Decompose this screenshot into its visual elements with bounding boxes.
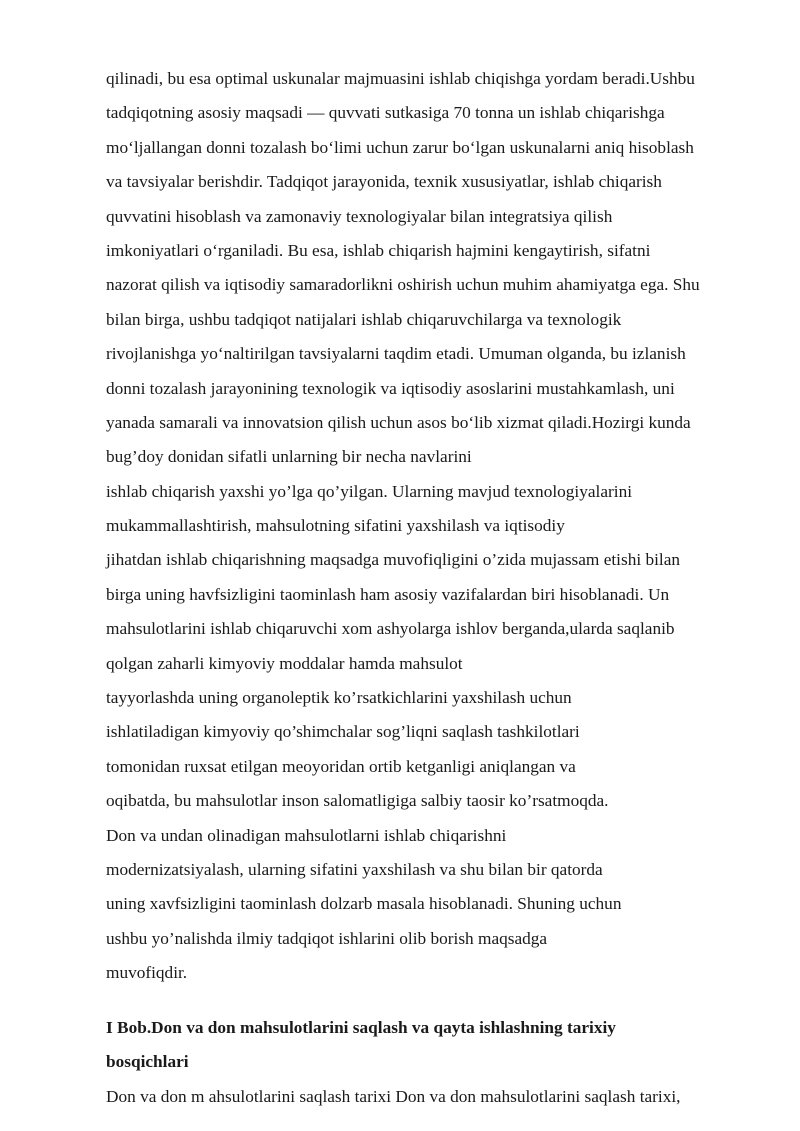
body-line: yanada samarali va innovatsion qilish uchun asos bo‘lib xizmat qiladi.Hozirgi kunda (106, 412, 691, 432)
body-line: uning xavfsizligini taominlash dolzarb masala hisoblanadi. Shuning uchun (106, 894, 622, 914)
body-line: rivojlanishga yo‘naltirilgan tavsiyalarni taqdim etadi. Umuman olganda, bu izlanish (106, 344, 686, 364)
body-line: bug’doy donidan sifatli unlarning bir necha navlarini (106, 447, 472, 467)
body-line: oqibatda, bu mahsulotlar inson salomatligiga salbiy taosir ko’rsatmoqda. (106, 791, 609, 811)
chapter-heading (106, 1011, 766, 1080)
body-line: qilinadi, bu esa optimal uskunalar majmuasini ishlab chiqishga yordam beradi.Ushbu (106, 69, 695, 88)
body-line: tadqiqotning asosiy maqsadi — quvvati sutkasiga 70 tonna un ishlab chiqarishga (106, 103, 665, 123)
body-line: jihatdan ishlab chiqarishning maqsadga muvofiqligini o’zida mujassam etishi bilan (106, 550, 681, 570)
body-line: nazorat qilish va iqtisodiy samaradorlikni oshirish uchun muhim ahamiyatga ega. Shu (106, 275, 700, 295)
body-line: tomonidan ruxsat etilgan meoyoridan ortib ketganligi aniqlangan va (106, 756, 576, 776)
body-line: birga uning havfsizligini taominlash ham asosiy vazifalardan biri hisoblanadi. Un (106, 584, 670, 604)
body-line: modernizatsiyalash, ularning sifatini yaxshilash va shu bilan bir qatorda (106, 859, 603, 879)
chapter-intro-text (106, 1080, 786, 1114)
body-line: mahsulotlarini ishlab chiqaruvchi xom ashyolarga ishlov berganda,ularda saqlanib (106, 619, 675, 639)
body-line: bilan birga, ushbu tadqiqot natijalari ishlab chiqaruvchilarga va texnologik (106, 309, 622, 329)
body-line: qolgan zaharli kimyoviy moddalar hamda mahsulot (106, 653, 463, 673)
body-line: donni tozalash jarayonining texnologik va iqtisodiy asoslarini mustahkamlash, uni (106, 378, 675, 398)
body-line: va tavsiyalar berishdir. Tadqiqot jarayonida, texnik xususiyatlar, ishlab chiqarish (106, 172, 662, 192)
body-line: Don va undan olinadigan mahsulotlarni ishlab chiqarishni (106, 825, 507, 845)
body-line: imkoniyatlari o‘rganiladi. Bu esa, ishlab chiqarish hajmini kengaytirish, sifatni (106, 240, 651, 260)
heading-line: bosqichlari (106, 1052, 189, 1072)
body-line: muvofiqdir. (106, 963, 188, 983)
body-line: ushbu yo’nalishda ilmiy tadqiqot ishlarini olib borish maqsadga (106, 928, 548, 948)
body-line: tayyorlashda uning organoleptik ko’rsatkichlarini yaxshilash uchun (106, 688, 572, 708)
heading-line: I Bob.Don va don mahsulotlarini saqlash va qayta ishlashning tarixiy (106, 1018, 616, 1037)
body-line: ishlatiladigan kimyoviy qo’shimchalar sog’liqni saqlash tashkilotlari (106, 722, 580, 742)
body-line: mo‘ljallangan donni tozalash bo‘limi uchun zarur bo‘lgan uskunalarni aniq hisoblash (106, 137, 694, 157)
body-line: Don va don m ahsulotlarini saqlash tarixi Don va don mahsulotlarini saqlash tarixi, (106, 1087, 681, 1106)
body-text (106, 62, 766, 991)
body-line: ishlab chiqarish yaxshi yo’lga qo’yilgan. Ularning mavjud texnologiyalarini (106, 481, 633, 501)
body-line: quvvatini hisoblash va zamonaviy texnologiyalar bilan integratsiya qilish (106, 206, 613, 226)
body-line: mukammallashtirish, mahsulotning sifatini yaxshilash va iqtisodiy (106, 516, 565, 536)
